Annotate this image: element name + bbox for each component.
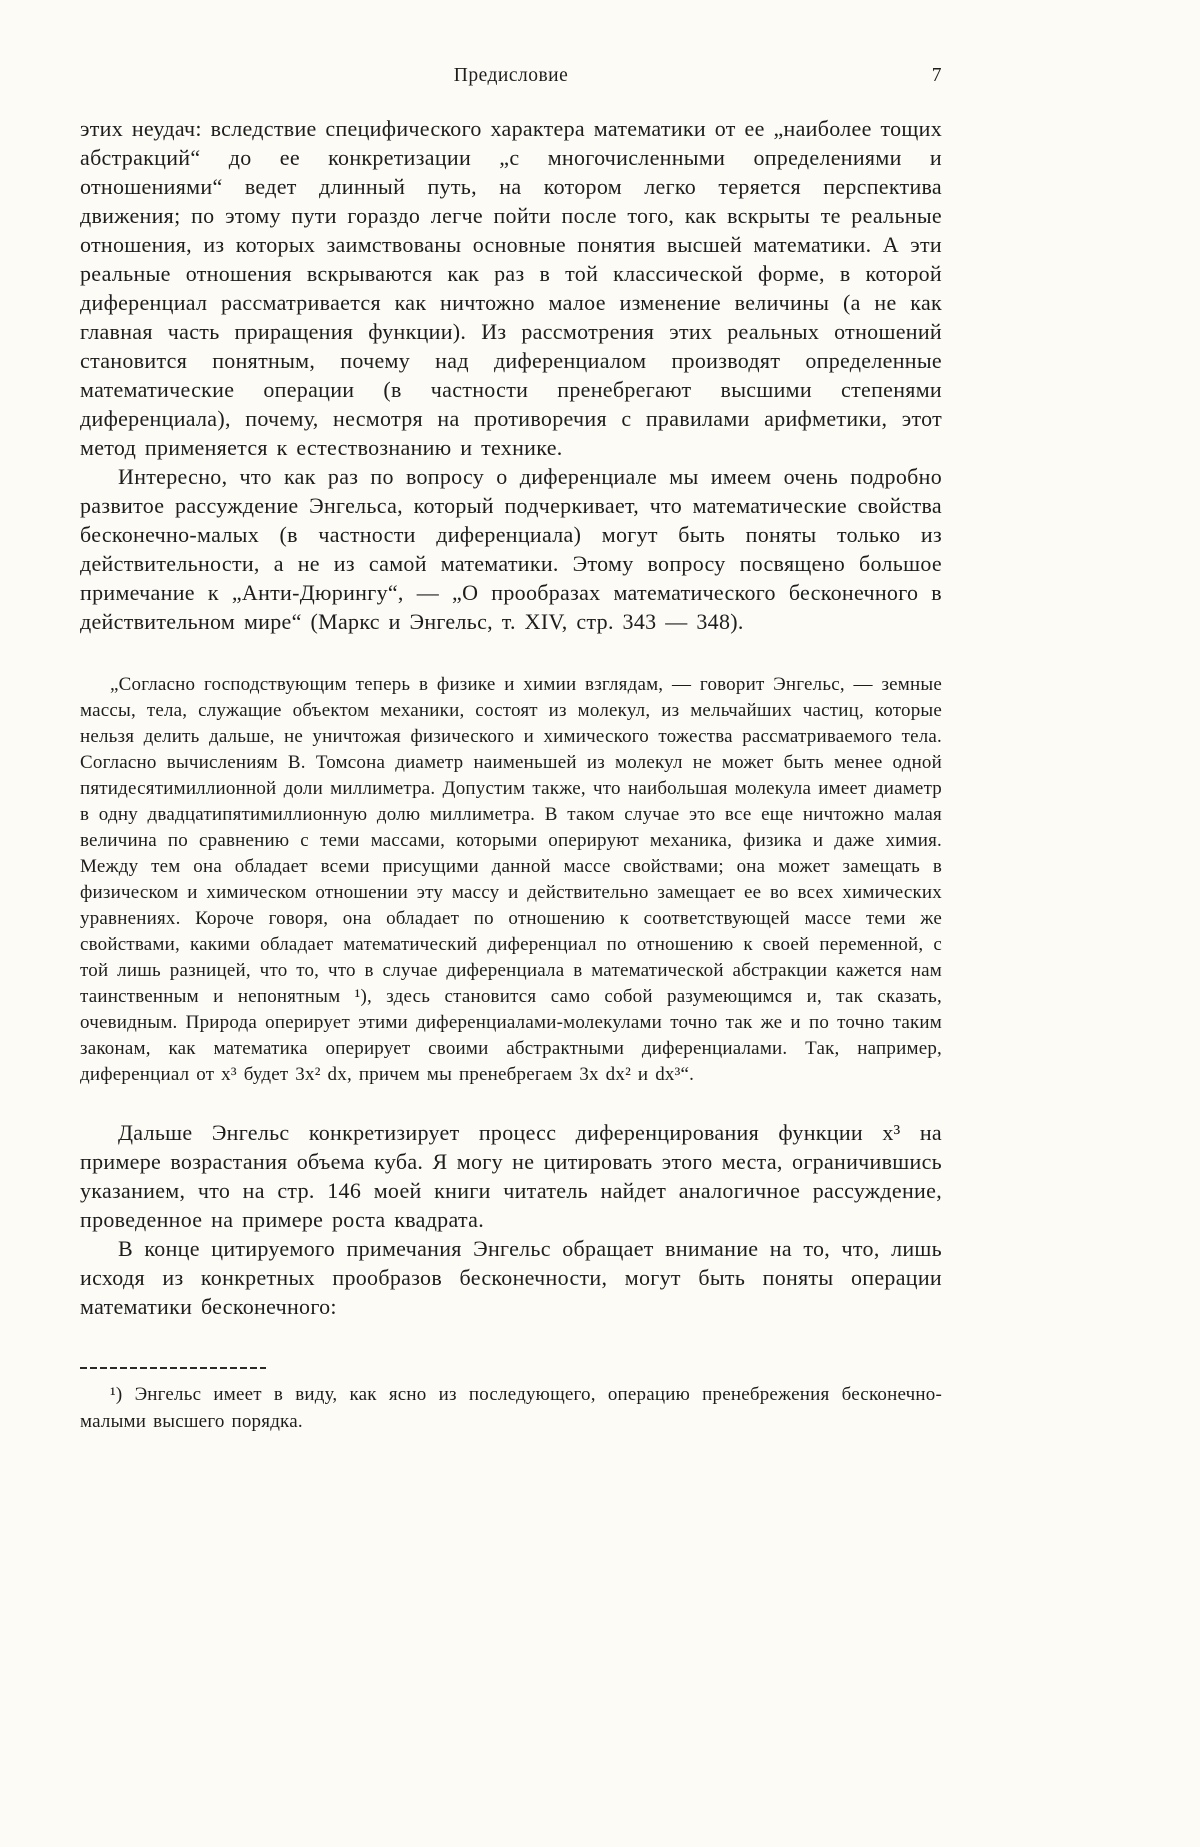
- footnote-rule: [80, 1367, 266, 1369]
- footnote-area: [80, 1367, 942, 1435]
- paragraph: Дальше Энгельс конкретизирует процесс диференцирования функции x³ на примере возрастания объема куба. Я могу не цитировать этого места, ограничившись указанием, что на стр. 146 моей книги читатель найдет аналогичное рассуждение, проведенное на примере роста квадрата.: [80, 1120, 942, 1232]
- paragraph: этих неудач: вследствие специфического характера математики от ее „наиболее тощих абстракций“ до ее конкретизации „с многочисленными определениями и отношениями“ ведет длинный путь, на котором легко теряется перспектива движения; по этому пути гораздо легче пойти после того, как вскрыты те реальные отношения, из которых заимствованы основные понятия высшей математики. А эти реальные отношения вскрываются как раз в той классической форме, в которой диференциал рассматривается как ничтожно малое изменение величины (а не как главная часть приращения функции). Из рассмотрения этих реальных отношений становится понятным, почему над диференциалом производят определенные математические операции (в частности пренебрегают высшими степенями диференциала), почему, несмотря на противоречия с правилами арифметики, этот метод применяется к естествознанию и технике.: [80, 116, 942, 460]
- page-number: 7: [931, 65, 942, 86]
- paragraph: Интересно, что как раз по вопросу о диференциале мы имеем очень подробно развитое рассуждение Энгельса, который подчеркивает, что математические свойства бесконечно-малых (в частности диференциала) могут быть поняты только из действительности, а не из самой математики. Этому вопросу посвящено большое примечание к „Анти-Дюрингу“, — „О прообразах математического бесконечного в действительном мире“ (Маркс и Энгельс, т. XIV, стр. 343 — 348).: [80, 464, 942, 634]
- running-head-title: Предисловие: [453, 65, 569, 86]
- main-text-block: [80, 114, 942, 1321]
- page-header: [80, 64, 942, 88]
- paragraph: В конце цитируемого примечания Энгельс обращает внимание на то, что, лишь исходя из конкретных прообразов бесконечности, могут быть поняты операции математики бесконечного:: [80, 1236, 942, 1319]
- footnote-text: ¹) Энгельс имеет в виду, как ясно из последующего, операцию пренебрежения бесконечно-малыми высшего порядка.: [80, 1384, 942, 1432]
- block-quote: „Согласно господствующим теперь в физике и химии взглядам, — говорит Энгельс, — земные массы, тела, служащие объектом механики, состоят из молекул, из мельчайших частиц, которые нельзя делить дальше, не уничтожая физического и химического тожества рассматриваемого тела. Согласно вычислениям В. Томсона диаметр наименьшей из молекул не может быть менее одной пятидесятимиллионной доли миллиметра. Допустим также, что наибольшая молекула имеет диаметр в одну двадцатипятимиллионную долю миллиметра. В таком случае это все еще ничтожно малая величина по сравнению с теми массами, которыми оперируют механика, физика и даже химия. Между тем она обладает всеми присущими данной массе свойствами; она может замещать в физическом и химическом отношении эту массу и действительно замещает ее во всех химических уравнениях. Короче говоря, она обладает по отношению к соответствующей массе теми же свойствами, какими обладает математический диференциал по отношению к своей переменной, с той лишь разницей, что то, что в случае диференциала в математической абстракции кажется нам таинственным и непонятным ¹), здесь становится само собой разумеющимся и, так сказать, очевидным. Природа оперирует этими диференциалами-молекулами точно так же и по точно таким законам, как математика оперирует своими абстрактными диференциалами. Так, например, диференциал от x³ будет 3x² dx, причем мы пренебрегаем 3x dx² и dx³“.: [80, 674, 942, 1085]
